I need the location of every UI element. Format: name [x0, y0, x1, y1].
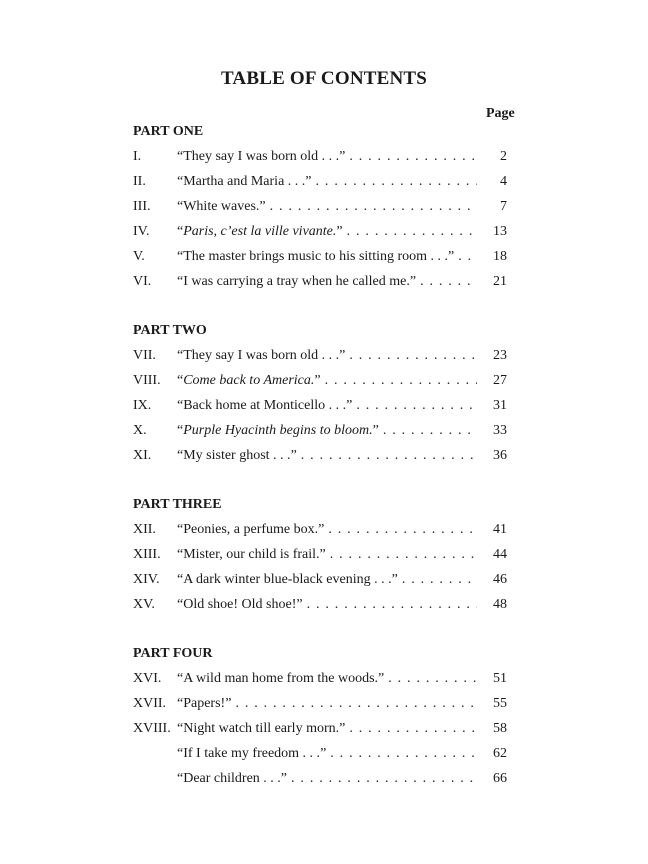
chapter-number: I.: [133, 149, 142, 164]
chapter-number: III.: [133, 199, 151, 214]
page-number: 31: [493, 398, 507, 413]
open-quote: “: [177, 671, 184, 686]
close-quote: ”: [391, 572, 398, 587]
chapter-title: [177, 174, 312, 189]
chapter-title-leader: [177, 197, 477, 217]
open-quote: “: [177, 746, 184, 761]
chapter-number: XVI.: [133, 671, 162, 686]
page-number: 27: [493, 373, 507, 388]
chapter-title: [177, 572, 398, 587]
close-quote: ”: [290, 448, 297, 463]
chapter-title-leader: [177, 520, 477, 540]
chapter-title-text: They say I was born old . . .: [183, 348, 340, 363]
toc-entry: [133, 694, 507, 719]
toc-entry: [133, 744, 507, 769]
chapter-title-leader: [177, 570, 477, 590]
chapter-title: [177, 348, 345, 363]
chapter-title-text: Papers!: [183, 696, 226, 711]
chapter-title: [177, 274, 416, 289]
page-number: 21: [493, 274, 507, 289]
page-number: 48: [493, 597, 507, 612]
chapter-title: [177, 597, 303, 612]
page-number: 36: [493, 448, 507, 463]
chapter-number: VI.: [133, 274, 152, 289]
chapter-title: [177, 149, 345, 164]
toc-entry: [133, 396, 507, 421]
page-number: 55: [493, 696, 507, 711]
open-quote: “: [177, 597, 184, 612]
page-number: 58: [493, 721, 507, 736]
chapter-title-leader: [177, 719, 477, 739]
chapter-number: XII.: [133, 522, 156, 537]
chapter-title: [177, 771, 287, 786]
open-quote: “: [177, 522, 184, 537]
chapter-title: [177, 398, 352, 413]
chapter-number: XIII.: [133, 547, 161, 562]
page-number: 33: [493, 423, 507, 438]
part-heading: PART FOUR: [133, 646, 213, 661]
toc-part: [133, 122, 507, 297]
chapter-number: XI.: [133, 448, 152, 463]
toc-entry: [133, 197, 507, 222]
close-quote: ”: [336, 224, 343, 239]
close-quote: ”: [448, 249, 455, 264]
close-quote: ”: [296, 597, 303, 612]
chapter-title-leader: [177, 371, 477, 391]
chapter-number: V.: [133, 249, 145, 264]
chapter-number: II.: [133, 174, 146, 189]
toc-entry: [133, 172, 507, 197]
chapter-title: [177, 249, 454, 264]
chapter-title: [177, 199, 266, 214]
toc-entry: [133, 147, 507, 172]
close-quote: ”: [280, 771, 288, 786]
open-quote: “: [177, 721, 184, 736]
open-quote: “: [177, 373, 184, 388]
open-quote: “: [177, 547, 184, 562]
close-quote: ”: [339, 348, 346, 363]
page-number: 44: [493, 547, 507, 562]
toc-part: [133, 644, 507, 794]
chapter-title-text: Old shoe! Old shoe!: [183, 597, 297, 612]
open-quote: “: [177, 771, 184, 786]
close-quote: ”: [305, 174, 312, 189]
chapter-number: IV.: [133, 224, 150, 239]
open-quote: “: [177, 348, 184, 363]
open-quote: “: [177, 149, 184, 164]
toc-entry: [133, 222, 507, 247]
chapter-title-leader: [177, 272, 477, 292]
chapter-title-leader: [177, 396, 477, 416]
chapter-title-text: Peonies, a perfume box.: [183, 522, 319, 537]
chapter-title-leader: [177, 421, 477, 441]
chapter-title-text: Paris, c’est la ville vivante.: [183, 224, 337, 239]
page-number: 51: [493, 671, 507, 686]
toc-entry: [133, 520, 507, 545]
part-heading: PART TWO: [133, 323, 207, 338]
chapter-title: [177, 746, 326, 761]
page-number: 46: [493, 572, 507, 587]
page-number: 41: [493, 522, 507, 537]
toc-entry: [133, 272, 507, 297]
toc-entry: [133, 570, 507, 595]
chapter-title-text: A wild man home from the woods.: [183, 671, 379, 686]
chapter-title-leader: [177, 744, 477, 764]
page-number: 62: [493, 746, 507, 761]
close-quote: ”: [339, 149, 346, 164]
close-quote: ”: [409, 274, 417, 289]
page-title: TABLE OF CONTENTS: [220, 68, 428, 89]
chapter-title-leader: [177, 172, 477, 192]
open-quote: “: [177, 448, 184, 463]
open-quote: “: [177, 423, 184, 438]
chapter-title-leader: [177, 694, 477, 714]
chapter-title-leader: [177, 346, 477, 366]
toc-entry: [133, 769, 507, 794]
close-quote: ”: [259, 199, 266, 214]
part-heading: PART ONE: [133, 124, 204, 139]
close-quote: ”: [319, 547, 326, 562]
close-quote: ”: [225, 696, 232, 711]
chapter-number: XVIII.: [133, 721, 171, 736]
chapter-title-leader: [177, 222, 477, 242]
chapter-title-leader: [177, 147, 477, 167]
chapter-title: [177, 671, 384, 686]
close-quote: ”: [320, 746, 327, 761]
open-quote: “: [177, 398, 184, 413]
toc-entry: [133, 545, 507, 570]
toc-entry: [133, 719, 507, 744]
open-quote: “: [177, 224, 184, 239]
close-quote: ”: [346, 398, 353, 413]
toc-part: [133, 321, 507, 471]
chapter-number: IX.: [133, 398, 152, 413]
chapter-number: X.: [133, 423, 147, 438]
chapter-title-text: I was carrying a tray when he called me.: [183, 274, 410, 289]
chapter-title-leader: [177, 247, 477, 267]
toc-part: [133, 495, 507, 620]
page-number: 23: [493, 348, 507, 363]
open-quote: “: [177, 696, 184, 711]
chapter-title-text: Back home at Monticello . . .: [183, 398, 347, 413]
table-of-contents: [133, 122, 507, 818]
chapter-title-text: Night watch till early morn.: [183, 721, 340, 736]
chapter-title-leader: [177, 446, 477, 466]
chapter-title: [177, 423, 379, 438]
chapter-title-text: Mister, our child is frail.: [183, 547, 320, 562]
chapter-title: [177, 448, 297, 463]
toc-entry: [133, 346, 507, 371]
toc-entry: [133, 421, 507, 446]
close-quote: ”: [378, 671, 385, 686]
page-number: 13: [493, 224, 507, 239]
chapter-title-text: A dark winter blue-black evening . . .: [183, 572, 392, 587]
page-number: 4: [500, 174, 507, 189]
chapter-title-leader: [177, 545, 477, 565]
toc-entry: [133, 595, 507, 620]
toc-entry: [133, 371, 507, 396]
chapter-title-text: The master brings music to his sitting room . . .: [183, 249, 449, 264]
open-quote: “: [177, 249, 184, 264]
chapter-title: [177, 224, 343, 239]
open-quote: “: [177, 174, 184, 189]
part-heading: PART THREE: [133, 497, 222, 512]
open-quote: “: [177, 274, 184, 289]
page-number: 18: [493, 249, 507, 264]
open-quote: “: [177, 572, 184, 587]
chapter-title-text: White waves.: [183, 199, 260, 214]
toc-entry: [133, 446, 507, 471]
chapter-title-text: My sister ghost . . .: [183, 448, 291, 463]
chapter-title-text: Dear children . . .: [183, 771, 281, 786]
toc-entry: [133, 669, 507, 694]
chapter-title-text: Come back to America.: [183, 373, 315, 388]
toc-entry: [133, 247, 507, 272]
chapter-title: [177, 721, 345, 736]
chapter-title-leader: [177, 595, 477, 615]
chapter-title: [177, 373, 321, 388]
chapter-number: VIII.: [133, 373, 161, 388]
chapter-title: [177, 696, 231, 711]
chapter-title-leader: [177, 669, 477, 689]
page-number: 66: [493, 771, 507, 786]
chapter-title-text: They say I was born old . . .: [183, 149, 340, 164]
chapter-number: XV.: [133, 597, 155, 612]
chapter-title: [177, 547, 326, 562]
chapter-number: VII.: [133, 348, 156, 363]
page-number: 2: [500, 149, 507, 164]
close-quote: ”: [339, 721, 346, 736]
chapter-number: XIV.: [133, 572, 160, 587]
page-column-label: Page: [486, 106, 515, 121]
chapter-title-text: If I take my freedom . . .: [183, 746, 321, 761]
close-quote: ”: [372, 423, 379, 438]
chapter-title-text: Martha and Maria . . .: [183, 174, 306, 189]
page-number: 7: [500, 199, 507, 214]
chapter-title-text: Purple Hyacinth begins to bloom.: [183, 423, 373, 438]
close-quote: ”: [318, 522, 325, 537]
open-quote: “: [177, 199, 184, 214]
chapter-title-leader: [177, 769, 477, 789]
chapter-number: XVII.: [133, 696, 167, 711]
close-quote: ”: [314, 373, 321, 388]
chapter-title: [177, 522, 324, 537]
